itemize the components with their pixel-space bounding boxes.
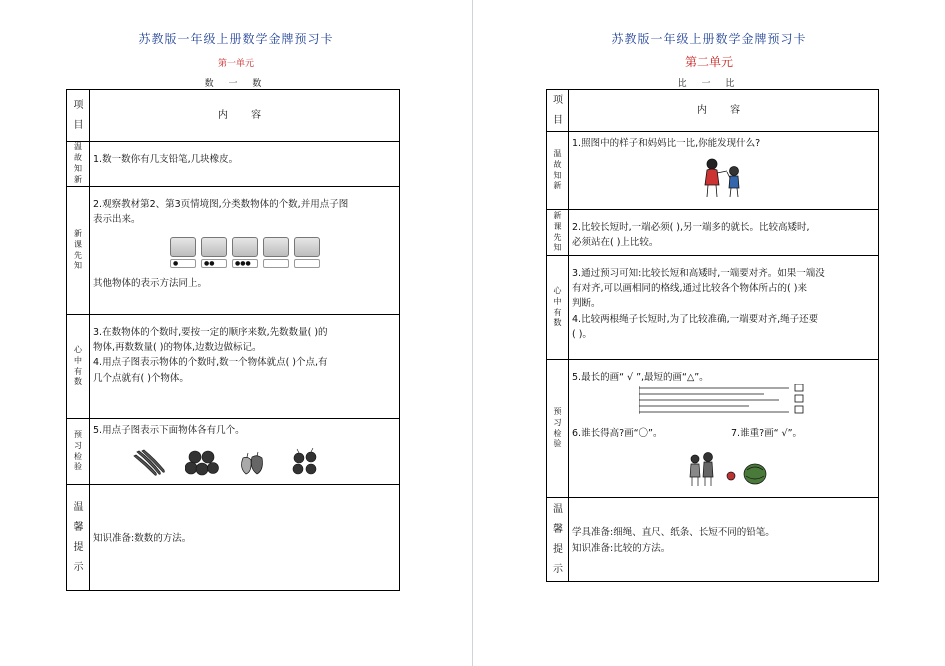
scene-picture: ●●● (232, 237, 258, 268)
preview-table (66, 89, 400, 591)
unit-label: 第一单元 (217, 59, 254, 69)
unit-label: 第二单元 (684, 55, 733, 69)
question-2-line1: 2.观察教材第2、第3页情境图,分类数物体的个数,并用点子图 (93, 199, 349, 210)
left-page (0, 0, 472, 666)
row-label-tip: 温馨提示 (67, 485, 90, 591)
question-4-line2: 几个点就有( )个物体。 (93, 372, 189, 384)
question-2-line2: 必须站在( )上比较。 (572, 237, 659, 249)
row-label-check: 预习检验 (67, 419, 90, 485)
question-5: 5.用点子图表示下面物体各有几个。 (93, 425, 245, 436)
mother-child-image (572, 157, 876, 199)
row-content-tip (90, 485, 400, 591)
lines-to-compare-image (639, 384, 809, 416)
row-content-tip (569, 498, 879, 582)
tip-text: 知识准备:数数的方法。 (93, 532, 192, 544)
question-3-line2: 有对齐,可以画相同的格线,通过比较各个物体所占的( )来 (572, 283, 807, 295)
row-label-mind: 心中有数 (67, 315, 90, 419)
scene-images (93, 237, 397, 268)
question-2-line2: 表示出来。 (93, 214, 141, 226)
header-item-cell: 项目 (67, 90, 90, 142)
row-label-new: 新课先知 (547, 210, 569, 256)
question-6: 6.谁长得高?画“〇”。 (572, 428, 663, 439)
question-7: 7.谁重?画“ √”。 (731, 428, 803, 439)
question-1: 1.照图中的样子和妈妈比一比,你能发现什么? (572, 138, 761, 149)
header-content-cell: 内 容 (569, 90, 879, 132)
question-2-note: 其他物体的表示方法同上。 (93, 278, 208, 290)
cucumbers-image (133, 448, 167, 476)
scene-picture (263, 237, 289, 268)
question-3-line2: 物体,再数数量( )的物体,边数边做标记。 (93, 342, 262, 354)
tip-line2: 知识准备:比较的方法。 (572, 542, 671, 554)
object-images (133, 448, 397, 476)
row-content-check (90, 419, 400, 485)
row-content-mind (90, 315, 400, 419)
row-label-mind: 心中有数 (547, 256, 569, 360)
scene-picture (294, 237, 320, 268)
question-4-line1: 4.比较两根绳子长短时,为了比较准确,一端要对齐,绳子还要 (572, 313, 819, 325)
row-content-review (569, 132, 879, 210)
section-title: 比 一 比 (677, 79, 741, 89)
header-item-cell: 项目 (547, 90, 569, 132)
row-label-review: 温故知新 (547, 132, 569, 210)
question-3-line1: 3.在数物体的个数时,要按一定的顺序来数,先数数量( )的 (93, 327, 328, 338)
section-title: 数 一 数 (204, 79, 268, 89)
scene-picture: ●● (201, 237, 227, 268)
tip-line1: 学具准备:细绳、直尺、纸条、长短不同的铅笔。 (572, 527, 775, 539)
question-3-line3: 判断。 (572, 298, 601, 310)
row-content-review (90, 142, 400, 187)
question-3-line1: 3.通过预习可知:比较长短和高矮时,一端要对齐。如果一端没 (572, 268, 825, 279)
page-title: 苏教版一年级上册数学金牌预习卡 (138, 32, 334, 46)
scene-picture: ● (170, 237, 196, 268)
question-4-line1: 4.用点子图表示物体的个数时,数一个物体就点( )个点,有 (93, 357, 328, 369)
row-label-new: 新课先知 (67, 187, 90, 315)
question-2-line1: 2.比较长短时,一端必须( ),另一端多的就长。比较高矮时, (572, 222, 810, 233)
row-label-check: 预习检验 (547, 360, 569, 498)
row-content-new (90, 187, 400, 315)
row-content-mind (569, 256, 879, 360)
header-content-cell: 内 容 (90, 90, 400, 142)
preview-table (546, 89, 879, 582)
row-content-new (569, 210, 879, 256)
question-1: 1.数一数你有几支铅笔,几块橡皮。 (93, 154, 239, 165)
row-content-check (569, 360, 879, 498)
row-label-review: 温故知新 (67, 142, 90, 187)
right-page (473, 0, 945, 666)
children-fruit-image (687, 450, 777, 490)
question-5: 5.最长的画“ √ ”,最短的画“△”。 (572, 372, 709, 383)
page-title: 苏教版一年级上册数学金牌预习卡 (611, 32, 807, 46)
radishes-image (289, 448, 323, 476)
tomatoes-image (185, 448, 219, 476)
peppers-image (237, 448, 271, 476)
row-label-tip: 温馨提示 (547, 498, 569, 582)
question-4-line2: ( )。 (572, 328, 592, 340)
